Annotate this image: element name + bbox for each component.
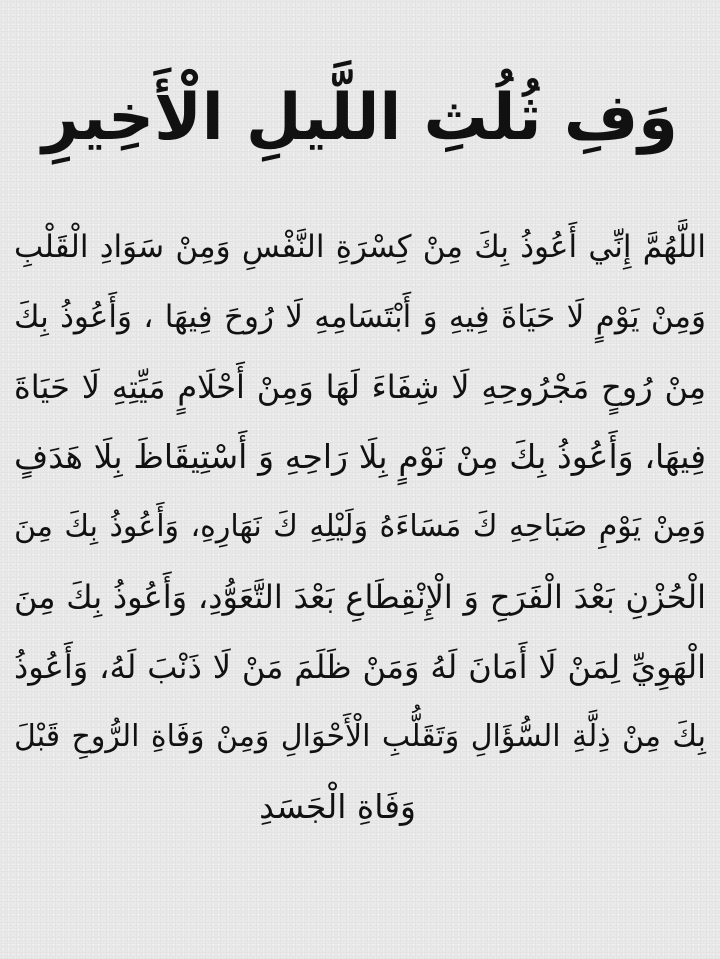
dua-line: فِيهَا، وَأَعُوذُ بِكَ مِنْ نَوْمٍ بِلَا رَاحِهِ وَ أَسْتِيقَاظَ بِلَا هَدَفٍ [14,437,706,476]
dua-text [14,212,706,842]
dua-line: الْحُزْنِ بَعْدَ الْفَرَحِ وَ الْإِنْقِطَاعِ بَعْدَ التَّعَوُّدِ، وَأَعُوذُ بِكَ مِنَ [14,578,706,616]
dua-line: بِكَ مِنْ ذِلَّةِ السُّؤَالِ وَتَقَلُّبِ الْأَحْوَالِ وَمِنْ وَفَاةِ الرُّوحِ قَبْلَ [14,719,706,754]
dua-line: وَمِنْ يَوْمٍ لَا حَيَاةَ فِيهِ وَ أَبْتَسَامِهِ لَا رُوحَ فِيهَا ، وَأَعُوذُ بِكَ [14,299,706,335]
dua-line: الْهَوِيِّ لِمَنْ لَا أَمَانَ لَهُ وَمَنْ ظَلَمَ مَنْ لَا ذَنْبَ لَهُ، وَأَعُوذُ [14,648,706,686]
dua-line: اللَّهُمَّ إِنِّي أَعُوذُ بِكَ مِنْ كِسْرَةِ النَّفْسِ وَمِنْ سَوَادِ الْقَلْبِ [14,229,706,265]
page-title: وَفِ ثُلُثِ اللَّيلِ الْأَخِيرِ [42,81,678,155]
dua-line-final: وَفَاةِ الْجَسَدِ [259,787,416,826]
dua-line: وَمِنْ يَوْمِ صَبَاحِهِ كَ مَسَاءَهُ وَلَيْلِهِ كَ نَهَارِهِ، وَأَعُوذُ بِكَ مِنَ [14,509,706,544]
dua-line: مِنْ رُوحٍ مَجْرُوحِهِ لَا شِفَاءَ لَهَا وَمِنْ أَحْلَامٍ مَيِّتِهِ لَا حَيَاةَ [14,368,706,406]
